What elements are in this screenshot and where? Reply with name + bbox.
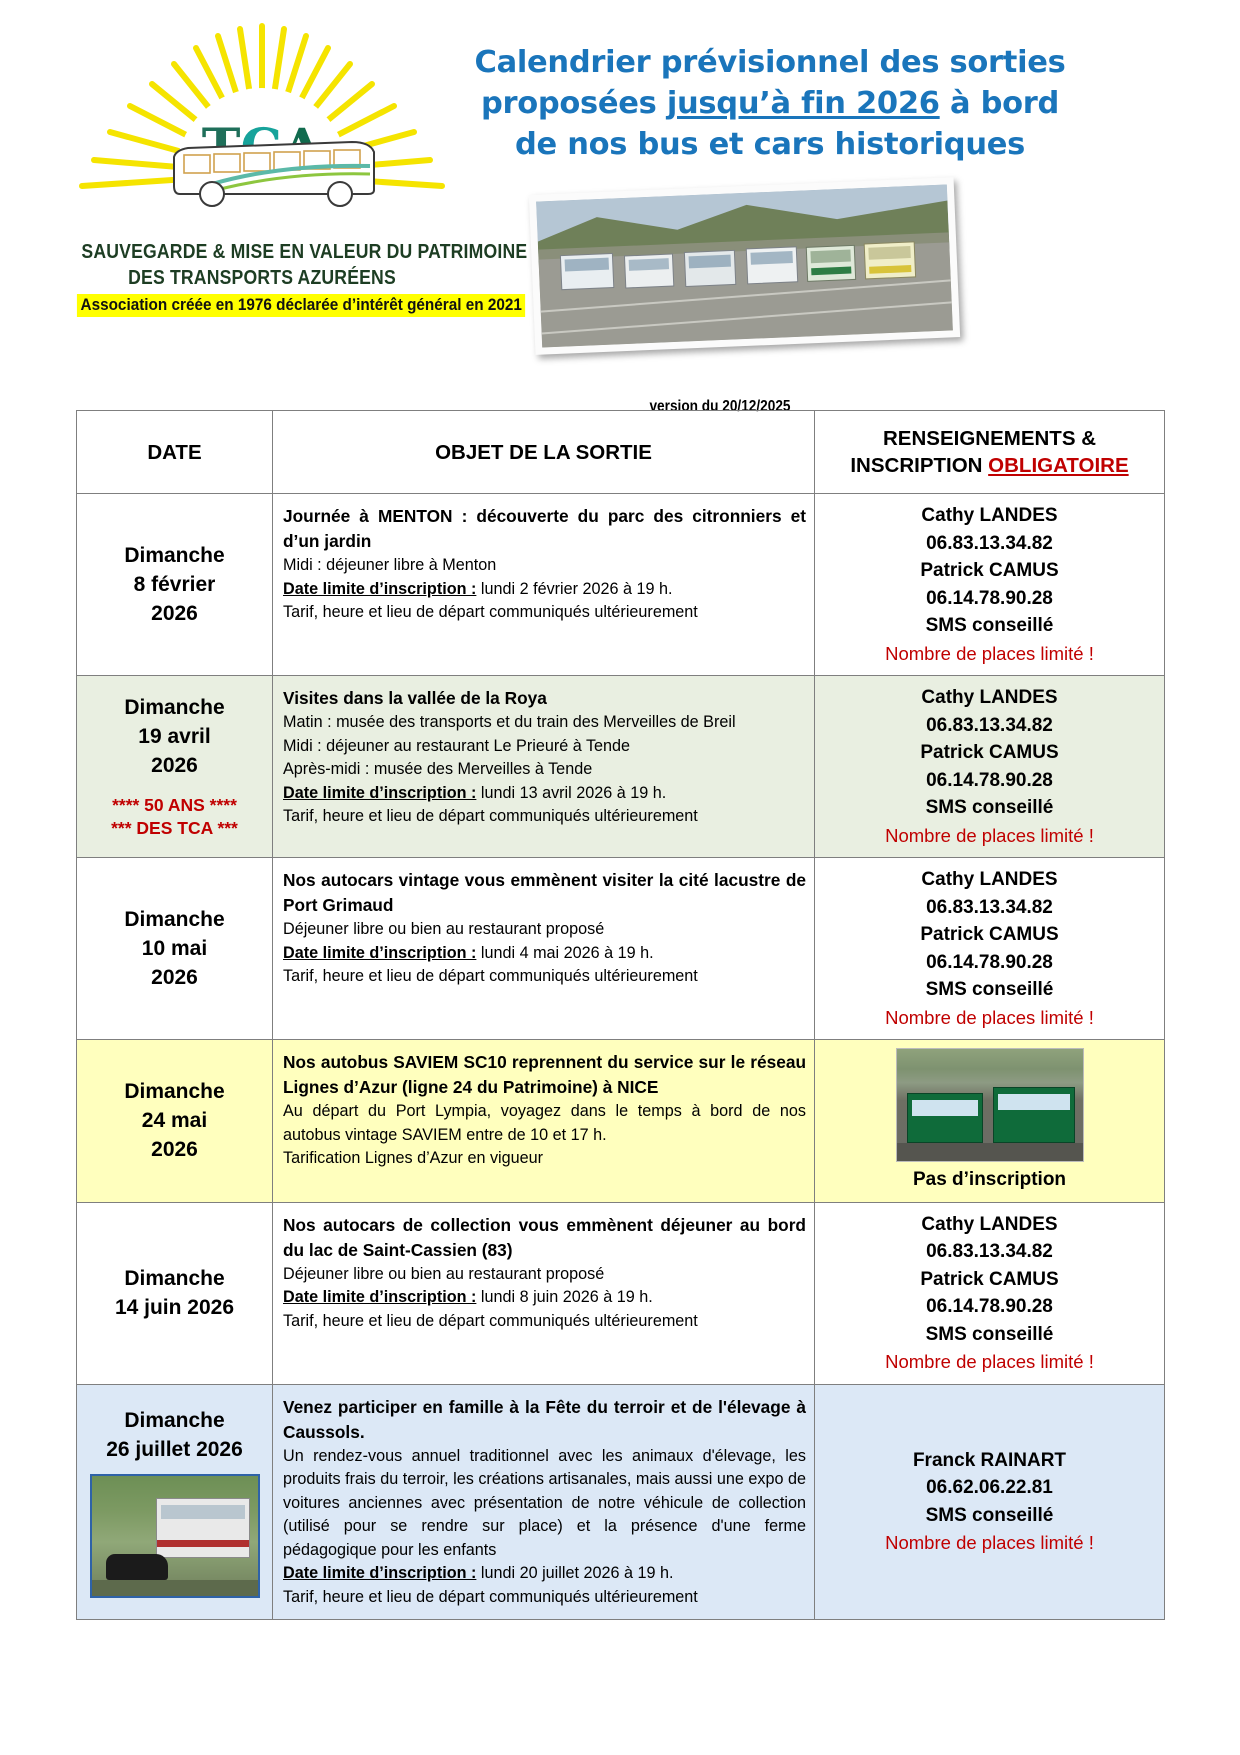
table-header-row [77,411,1165,494]
vintage-car [106,1554,168,1580]
contact-line: Cathy LANDES [921,869,1058,890]
contact-line: SMS conseillé [925,1323,1054,1345]
bus-window [912,1100,978,1116]
org-legal-note: Association créée en 1976 déclarée d’intérêt général en 2021 [77,294,526,317]
cell-object [273,1040,815,1203]
object-deadline: Date limite d’inscription : lundi 2 février 2026 à 19 h. [283,579,673,598]
cell-object [273,1202,815,1384]
object-detail-line: Midi : déjeuner au restaurant Le Prieuré à Tende [283,736,631,755]
title-line-1: Calendrier prévisionnel des sorties [474,45,1066,80]
object-detail-line: Un rendez-vous annuel traditionnel avec les animaux d'élevage, les produits frais du terroir, les créations artisanales, mais aussi une expo de voitures anciennes avec présentation de notre véhicule de collection (utilisé pour se rendre sur place) et la présence d'une ferme pédagogique pour les enfants [283,1446,806,1559]
contact-line: 06.83.13.34.82 [926,896,1053,918]
cell-info [815,858,1165,1040]
no-registration-note: Pas d’inscription [912,1169,1067,1190]
object-deadline: Date limite d’inscription : lundi 20 juillet 2026 à 19 h. [283,1564,674,1582]
date-line: Dimanche [124,1080,225,1104]
contact-line: Patrick CAMUS [920,560,1059,581]
contact-line: 06.14.78.90.28 [926,951,1053,973]
bus-right [993,1087,1075,1143]
object-detail-line: Matin : musée des transports et du train des Merveilles de Breil [283,713,736,731]
info-photo-wrap [819,1048,1160,1162]
contact-line: SMS conseillé [925,797,1054,818]
contact-line: Cathy LANDES [921,687,1058,708]
contact-line: Patrick CAMUS [920,1268,1059,1290]
contact-line: 06.83.13.34.82 [926,532,1053,554]
places-limit-note: Nombre de places limité ! [885,642,1094,664]
page-header [0,0,1240,415]
object-detail-line: Après-midi : musée des Merveilles à Tende [283,760,593,778]
date-line: Dimanche [124,1408,225,1432]
date-line: Dimanche [124,1267,225,1290]
anniversary-note [81,794,268,840]
org-name-line1: SAUVEGARDE & MISE EN VALEUR DU PATRIMOINE [81,240,528,263]
sunburst-icon [52,14,472,239]
cell-object [273,494,815,676]
outings-calendar-table [76,410,1165,1620]
vintage-bus-and-car-photo [90,1474,260,1598]
fleet-photo-illustration [536,184,953,347]
saviem-sc10-bus-photo [896,1048,1084,1162]
title-line-2-pre: proposées [480,86,667,121]
date-line: 24 mai [141,1109,208,1133]
object-lead: Venez participer en famille à la Fête du terroir et de l'élevage à Caussols. [283,1396,806,1442]
vintage-bus [156,1498,250,1558]
object-deadline: Date limite d’inscription : lundi 13 avril 2026 à 19 h. [283,783,667,802]
cell-object [273,858,815,1040]
title-line-2-post: à bord [939,86,1060,121]
header-info-line1: RENSEIGNEMENTS & [883,427,1096,450]
date-line: 2026 [151,966,198,989]
date-line: 10 mai [141,937,208,960]
anniversary-line: **** 50 ANS **** [112,795,237,815]
page-title [470,42,1070,165]
deadline-label: Date limite d’inscription : [283,1564,477,1582]
tca-logo-block [52,14,528,317]
cell-object [273,1384,815,1620]
object-footer: Tarif, heure et lieu de départ communiqués ultérieurement [283,967,698,985]
ground [92,1580,258,1596]
date-line: 2026 [151,754,198,777]
object-detail-line: Tarification Lignes d’Azur en vigueur [283,1149,544,1167]
contact-line: 06.14.78.90.28 [926,1296,1053,1317]
contact-line: SMS conseillé [925,615,1054,636]
header-date: DATE [77,411,273,494]
bus-stripe [157,1540,249,1547]
cell-date [77,494,273,676]
contact-line: SMS conseillé [925,979,1054,1000]
deadline-label: Date limite d’inscription : [283,579,477,598]
cell-info [815,494,1165,676]
date-line: 26 juillet 2026 [106,1437,243,1461]
object-lead: Visites dans la vallée de la Roya [283,688,547,708]
places-limit-note: Nombre de places limité ! [885,1351,1094,1372]
cell-date [77,1384,273,1620]
header-info [815,411,1165,494]
cell-info [815,1040,1165,1203]
anniversary-line: *** DES TCA *** [111,818,238,838]
object-deadline: Date limite d’inscription : lundi 4 mai 2026 à 19 h. [283,943,654,962]
header-object: OBJET DE LA SORTIE [273,411,815,494]
contact-line: SMS conseillé [925,1504,1054,1526]
cell-date [77,1040,273,1203]
header-info-obligatoire: OBLIGATOIRE [988,454,1129,477]
date-line: 2026 [151,1138,198,1162]
cell-info [815,1384,1165,1620]
date-line: Dimanche [124,696,225,719]
org-name-line2: DES TRANSPORTS AZURÉENS [128,266,396,289]
object-detail-line: Déjeuner libre ou bien au restaurant proposé [283,1264,605,1283]
object-footer: Tarif, heure et lieu de départ communiqués ultérieurement [283,1311,698,1330]
deadline-label: Date limite d’inscription : [283,1288,477,1306]
object-lead: Journée à MENTON : découverte du parc des citronniers et d’un jardin [283,506,806,551]
version-label: version du 20/12/2025 [649,398,791,415]
places-limit-note: Nombre de places limité ! [885,824,1094,846]
object-footer: Tarif, heure et lieu de départ communiqués ultérieurement [283,603,698,621]
table-row [77,676,1165,858]
cell-date [77,1202,273,1384]
object-detail-line: Midi : déjeuner libre à Menton [283,556,497,574]
object-deadline: Date limite d’inscription : lundi 8 juin 2026 à 19 h. [283,1288,653,1306]
table-row [77,1040,1165,1203]
contact-line: 06.83.13.34.82 [926,714,1053,736]
contact-line: 06.83.13.34.82 [926,1241,1053,1262]
date-line: 14 juin 2026 [114,1296,235,1319]
date-line: 8 février [133,573,216,596]
table-row [77,494,1165,676]
places-limit-note: Nombre de places limité ! [885,1532,1094,1554]
object-lead: Nos autobus SAVIEM SC10 reprennent du service sur le réseau Lignes d’Azur (ligne 24 du Patrimoine) à NICE [283,1052,806,1097]
date-line: 2026 [151,602,198,625]
contact-line: 06.14.78.90.28 [926,587,1053,609]
object-lead: Nos autocars de collection vous emmènent déjeuner au bord du lac de Saint-Cassien (83) [283,1214,806,1260]
sunburst-logo [52,14,472,239]
title-line-2-underlined: jusqu’à fin 2026 [666,86,940,121]
cell-object [273,676,815,858]
bus-left [907,1093,983,1143]
road [897,1143,1083,1161]
cell-date [77,676,273,858]
header-bus-fleet-photo [532,186,957,346]
header-info-line2: INSCRIPTION [850,454,989,477]
deadline-label: Date limite d’inscription : [283,783,477,802]
contact-line: Patrick CAMUS [920,742,1059,763]
contact-line: Cathy LANDES [921,505,1058,526]
date-line: 19 avril [138,725,211,748]
table-body [77,494,1165,1620]
table-row [77,1202,1165,1384]
object-lead: Nos autocars vintage vous emmènent visiter la cité lacustre de Port Grimaud [283,870,806,915]
deadline-label: Date limite d’inscription : [283,943,477,962]
date-line: Dimanche [124,908,225,931]
date-line: Dimanche [124,544,225,567]
title-line-3: de nos bus et cars historiques [515,127,1025,162]
places-limit-note: Nombre de places limité ! [885,1006,1094,1028]
table-row [77,858,1165,1040]
object-footer: Tarif, heure et lieu de départ communiqués ultérieurement [283,1587,698,1606]
bus-window [998,1094,1070,1110]
object-detail-line: Au départ du Port Lympia, voyagez dans le temps à bord de nos autobus vintage SAVIEM entre de 10 et 17 h. [283,1102,806,1144]
cell-info [815,1202,1165,1384]
cell-info [815,676,1165,858]
table-row [77,1384,1165,1620]
contact-line: 06.62.06.22.81 [926,1477,1053,1499]
contact-line: Franck RAINART [912,1449,1067,1471]
object-detail-line: Déjeuner libre ou bien au restaurant proposé [283,920,605,938]
title-line-2 [470,83,1070,124]
object-footer: Tarif, heure et lieu de départ communiqués ultérieurement [283,807,698,825]
contact-line: 06.14.78.90.28 [926,769,1053,791]
contact-line: Patrick CAMUS [920,924,1059,945]
bus-window [161,1505,245,1519]
contact-line: Cathy LANDES [921,1213,1058,1235]
cell-date [77,858,273,1040]
